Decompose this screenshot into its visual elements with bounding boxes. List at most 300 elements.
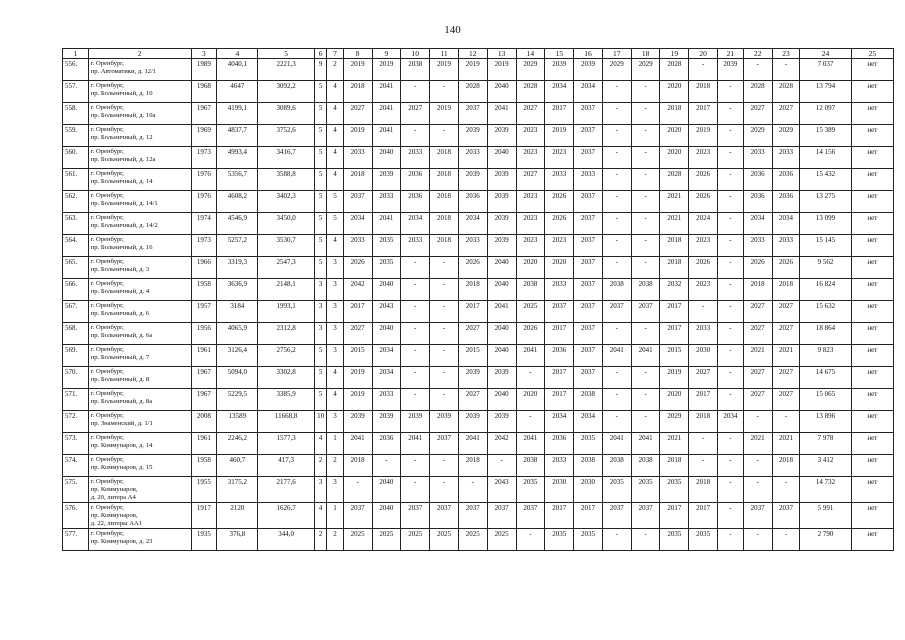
cell-col-4: 460,7 <box>217 455 258 477</box>
column-header-17: 17 <box>602 49 631 59</box>
cell-col-10: 2038 <box>401 59 430 81</box>
cell-col-4: 2120 <box>217 503 258 529</box>
cell-col-3: 1967 <box>191 103 217 125</box>
cell-col-22: 2026 <box>743 257 772 279</box>
cell-col-9: 2040 <box>372 323 401 345</box>
cell-col-18: - <box>631 529 660 551</box>
cell-col-21: - <box>718 503 744 529</box>
cell-col-25: нет <box>851 301 893 323</box>
cell-col-9: 2033 <box>372 389 401 411</box>
cell-col-23: 2021 <box>772 345 800 367</box>
cell-col-18: - <box>631 147 660 169</box>
cell-col-14: - <box>516 367 545 389</box>
cell-col-21: - <box>718 345 744 367</box>
table-row <box>63 477 894 503</box>
cell-col-21: - <box>718 213 744 235</box>
cell-col-21: - <box>718 301 744 323</box>
cell-col-15: 2035 <box>545 529 574 551</box>
cell-col-10: 2039 <box>401 411 430 433</box>
cell-col-21: - <box>718 529 744 551</box>
cell-col-13: 2039 <box>487 191 516 213</box>
cell-col-8: 2034 <box>343 213 372 235</box>
cell-col-16: 2037 <box>574 367 603 389</box>
cell-col-5: 11668,8 <box>258 411 315 433</box>
cell-col-22: 2027 <box>743 389 772 411</box>
cell-col-15: 2036 <box>545 345 574 367</box>
address-line: г. Оренбург, <box>90 214 124 221</box>
cell-col-5: 1993,1 <box>258 301 315 323</box>
cell-col-13: 2039 <box>487 367 516 389</box>
cell-col-6: 3 <box>314 279 326 301</box>
cell-col-7: 3 <box>327 279 343 301</box>
column-header-4: 4 <box>217 49 258 59</box>
cell-col-16: 2037 <box>574 323 603 345</box>
cell-col-8: 2019 <box>343 389 372 411</box>
cell-col-11: 2018 <box>430 147 459 169</box>
cell-col-15: 2019 <box>545 125 574 147</box>
cell-col-11: - <box>430 279 459 301</box>
cell-col-23: 2026 <box>772 257 800 279</box>
address-line: пр. Больничный, д. 6 <box>90 310 150 317</box>
cell-col-22: 2027 <box>743 323 772 345</box>
cell-col-16: 2030 <box>574 477 603 503</box>
address-line: пр. Коммунаров, д. 14 <box>90 442 153 449</box>
cell-col-23: - <box>772 411 800 433</box>
cell-col-17: - <box>602 81 631 103</box>
cell-col-16: 2037 <box>574 345 603 367</box>
cell-col-18: - <box>631 367 660 389</box>
address-line: г. Оренбург, <box>90 148 124 155</box>
cell-col-8: 2033 <box>343 147 372 169</box>
cell-col-9: - <box>372 455 401 477</box>
address-line: пр. Больничный, д. 14/1 <box>90 200 158 207</box>
cell-col-16: 2037 <box>574 213 603 235</box>
cell-col-14: 2023 <box>516 125 545 147</box>
cell-col-15: 2017 <box>545 389 574 411</box>
address-line: пр. Больничный, д. 3 <box>90 266 150 273</box>
address-cell <box>88 503 191 529</box>
address-line: пр. Больничный, д. 10 <box>90 90 153 97</box>
cell-col-4: 3126,4 <box>217 345 258 367</box>
cell-col-10: 2033 <box>401 147 430 169</box>
cell-col-3: 1968 <box>191 81 217 103</box>
address-cell <box>88 301 191 323</box>
cell-col-22: 2029 <box>743 125 772 147</box>
table-row <box>63 235 894 257</box>
cell-col-6: 3 <box>314 477 326 503</box>
cell-col-9: 2025 <box>372 529 401 551</box>
table-row <box>63 323 894 345</box>
row-number-cell: 576. <box>63 503 89 529</box>
cell-col-20: 2024 <box>689 213 718 235</box>
column-header-5: 5 <box>258 49 315 59</box>
cell-col-13: 2040 <box>487 279 516 301</box>
row-number-cell: 573. <box>63 433 89 455</box>
address-cell <box>88 455 191 477</box>
cell-col-16: 2033 <box>574 169 603 191</box>
cell-col-9: 2041 <box>372 103 401 125</box>
cell-col-18: - <box>631 125 660 147</box>
cell-col-17: - <box>602 169 631 191</box>
cell-col-11: - <box>430 389 459 411</box>
cell-col-16: 2037 <box>574 301 603 323</box>
row-number-cell: 556. <box>63 59 89 81</box>
cell-col-20: 2018 <box>689 411 718 433</box>
cell-col-9: 2043 <box>372 301 401 323</box>
cell-col-10: 2036 <box>401 191 430 213</box>
address-line: пр. Коммунаров, <box>90 512 138 519</box>
address-line: пр. Больничный, д. 14 <box>90 178 153 185</box>
cell-col-12: 2028 <box>458 81 487 103</box>
address-line: пр. Коммунаров, д. 23 <box>90 538 153 545</box>
cell-col-16: 2037 <box>574 103 603 125</box>
cell-col-25: нет <box>851 433 893 455</box>
cell-col-4: 3175,2 <box>217 477 258 503</box>
cell-col-25: нет <box>851 103 893 125</box>
cell-col-3: 1961 <box>191 433 217 455</box>
table-row <box>63 147 894 169</box>
cell-col-18: - <box>631 235 660 257</box>
cell-col-8: 2015 <box>343 345 372 367</box>
cell-col-12: 2033 <box>458 147 487 169</box>
cell-col-18: - <box>631 169 660 191</box>
row-number-cell: 567. <box>63 301 89 323</box>
cell-col-4: 4647 <box>217 81 258 103</box>
cell-col-11: - <box>430 81 459 103</box>
cell-col-15: 2034 <box>545 81 574 103</box>
cell-col-11: - <box>430 345 459 367</box>
cell-col-14: 2038 <box>516 279 545 301</box>
cell-col-16: 2037 <box>574 147 603 169</box>
column-header-9: 9 <box>372 49 401 59</box>
cell-col-4: 4199,1 <box>217 103 258 125</box>
cell-col-6: 5 <box>314 389 326 411</box>
cell-col-21: - <box>718 103 744 125</box>
cell-col-7: 3 <box>327 411 343 433</box>
cell-col-6: 5 <box>314 125 326 147</box>
table-row <box>63 81 894 103</box>
cell-col-23: 2027 <box>772 367 800 389</box>
cell-col-17: 2029 <box>602 59 631 81</box>
cell-col-6: 2 <box>314 529 326 551</box>
cell-col-8: - <box>343 477 372 503</box>
address-line: пр. Знаменский, д. 1/1 <box>90 420 153 427</box>
cell-col-11: 2018 <box>430 169 459 191</box>
cell-col-10: - <box>401 367 430 389</box>
cell-col-15: 2033 <box>545 279 574 301</box>
cell-col-23: 2027 <box>772 103 800 125</box>
cell-col-20: - <box>689 59 718 81</box>
cell-col-4: 376,8 <box>217 529 258 551</box>
cell-col-19: 2018 <box>660 103 689 125</box>
cell-col-12: 2037 <box>458 503 487 529</box>
cell-col-22: 2027 <box>743 103 772 125</box>
cell-col-20: 2023 <box>689 235 718 257</box>
cell-col-21: - <box>718 367 744 389</box>
cell-col-20: 2017 <box>689 103 718 125</box>
table-row <box>63 191 894 213</box>
cell-col-6: 4 <box>314 503 326 529</box>
cell-col-19: 2018 <box>660 235 689 257</box>
cell-col-16: 2039 <box>574 59 603 81</box>
cell-col-11: 2037 <box>430 433 459 455</box>
cell-col-13: 2040 <box>487 81 516 103</box>
cell-col-12: 2018 <box>458 455 487 477</box>
cell-col-6: 5 <box>314 345 326 367</box>
cell-col-22: - <box>743 477 772 503</box>
cell-col-24: 15 632 <box>800 301 851 323</box>
cell-col-3: 1969 <box>191 125 217 147</box>
cell-col-17: 2038 <box>602 279 631 301</box>
cell-col-5: 3530,7 <box>258 235 315 257</box>
address-line: г. Оренбург, <box>90 434 124 441</box>
cell-col-18: 2037 <box>631 301 660 323</box>
address-line: г. Оренбург, <box>90 280 124 287</box>
cell-col-23: - <box>772 477 800 503</box>
cell-col-14: 2023 <box>516 191 545 213</box>
cell-col-3: 1961 <box>191 345 217 367</box>
column-header-21: 21 <box>718 49 744 59</box>
cell-col-11: 2025 <box>430 529 459 551</box>
table-row <box>63 389 894 411</box>
address-cell <box>88 169 191 191</box>
cell-col-5: 2547,3 <box>258 257 315 279</box>
cell-col-19: 2028 <box>660 169 689 191</box>
cell-col-24: 13 275 <box>800 191 851 213</box>
address-line: д. 20, литера А4 <box>90 494 136 501</box>
cell-col-9: 2040 <box>372 279 401 301</box>
row-number-cell: 561. <box>63 169 89 191</box>
cell-col-15: 2020 <box>545 257 574 279</box>
cell-col-20: - <box>689 433 718 455</box>
cell-col-20: 2023 <box>689 279 718 301</box>
cell-col-16: 2037 <box>574 235 603 257</box>
cell-col-3: 1966 <box>191 257 217 279</box>
cell-col-13: 2037 <box>487 503 516 529</box>
cell-col-14: 2041 <box>516 345 545 367</box>
address-line: г. Оренбург, <box>90 412 124 419</box>
cell-col-10: 2041 <box>401 433 430 455</box>
cell-col-9: 2041 <box>372 125 401 147</box>
cell-col-24: 15 389 <box>800 125 851 147</box>
cell-col-17: - <box>602 389 631 411</box>
cell-col-11: 2018 <box>430 235 459 257</box>
column-header-24: 24 <box>800 49 851 59</box>
cell-col-19: 2035 <box>660 477 689 503</box>
cell-col-12: 2034 <box>458 213 487 235</box>
cell-col-4: 4608,2 <box>217 191 258 213</box>
row-number-cell: 575. <box>63 477 89 503</box>
cell-col-25: нет <box>851 367 893 389</box>
row-number-cell: 566. <box>63 279 89 301</box>
cell-col-19: 2020 <box>660 389 689 411</box>
cell-col-8: 2027 <box>343 103 372 125</box>
cell-col-15: 2023 <box>545 147 574 169</box>
cell-col-14: 2020 <box>516 389 545 411</box>
row-number-cell: 564. <box>63 235 89 257</box>
cell-col-22: 2034 <box>743 213 772 235</box>
cell-col-5: 3385,9 <box>258 389 315 411</box>
cell-col-19: 2020 <box>660 81 689 103</box>
cell-col-5: 1577,3 <box>258 433 315 455</box>
cell-col-21: - <box>718 191 744 213</box>
cell-col-7: 2 <box>327 529 343 551</box>
cell-col-14: 2023 <box>516 213 545 235</box>
housing-registry-table <box>62 48 894 551</box>
cell-col-3: 1973 <box>191 147 217 169</box>
address-line: г. Оренбург, <box>90 192 124 199</box>
cell-col-16: 2017 <box>574 503 603 529</box>
cell-col-13: 2040 <box>487 147 516 169</box>
cell-col-20: - <box>689 455 718 477</box>
table-row <box>63 345 894 367</box>
cell-col-23: 2018 <box>772 279 800 301</box>
cell-col-17: - <box>602 323 631 345</box>
cell-col-4: 4065,9 <box>217 323 258 345</box>
cell-col-16: 2037 <box>574 125 603 147</box>
cell-col-25: нет <box>851 59 893 81</box>
cell-col-17: - <box>602 103 631 125</box>
cell-col-25: нет <box>851 213 893 235</box>
column-header-18: 18 <box>631 49 660 59</box>
cell-col-19: 2017 <box>660 503 689 529</box>
row-number-cell: 562. <box>63 191 89 213</box>
header-row <box>63 49 894 59</box>
table-row <box>63 169 894 191</box>
cell-col-20: 2026 <box>689 257 718 279</box>
cell-col-8: 2041 <box>343 433 372 455</box>
cell-col-17: - <box>602 191 631 213</box>
address-line: пр. Больничный, д. 10а <box>90 112 156 119</box>
cell-col-6: 5 <box>314 169 326 191</box>
cell-col-14: 2023 <box>516 147 545 169</box>
column-header-1: 1 <box>63 49 89 59</box>
cell-col-15: 2017 <box>545 103 574 125</box>
cell-col-24: 13 896 <box>800 411 851 433</box>
row-number-cell: 570. <box>63 367 89 389</box>
cell-col-24: 15 065 <box>800 389 851 411</box>
cell-col-9: 2034 <box>372 345 401 367</box>
cell-col-22: 2027 <box>743 367 772 389</box>
cell-col-19: 2018 <box>660 455 689 477</box>
address-line: г. Оренбург, <box>90 456 124 463</box>
cell-col-13: 2039 <box>487 169 516 191</box>
cell-col-5: 417,3 <box>258 455 315 477</box>
cell-col-22: - <box>743 529 772 551</box>
cell-col-12: 2033 <box>458 235 487 257</box>
cell-col-11: 2019 <box>430 103 459 125</box>
cell-col-23: 2027 <box>772 301 800 323</box>
cell-col-19: 2032 <box>660 279 689 301</box>
cell-col-6: 9 <box>314 59 326 81</box>
cell-col-22: - <box>743 411 772 433</box>
column-header-13: 13 <box>487 49 516 59</box>
cell-col-18: - <box>631 389 660 411</box>
cell-col-12: - <box>458 477 487 503</box>
cell-col-24: 15 145 <box>800 235 851 257</box>
column-header-22: 22 <box>743 49 772 59</box>
cell-col-16: 2037 <box>574 279 603 301</box>
cell-col-13: 2040 <box>487 257 516 279</box>
cell-col-6: 5 <box>314 81 326 103</box>
cell-col-13: 2039 <box>487 235 516 257</box>
cell-col-15: 2030 <box>545 477 574 503</box>
cell-col-14: - <box>516 529 545 551</box>
cell-col-3: 1973 <box>191 235 217 257</box>
cell-col-12: 2019 <box>458 59 487 81</box>
cell-col-7: 4 <box>327 169 343 191</box>
address-line: пр. Больничный, д. 12 <box>90 134 153 141</box>
cell-col-9: 2040 <box>372 147 401 169</box>
cell-col-21: - <box>718 147 744 169</box>
cell-col-7: 5 <box>327 191 343 213</box>
cell-col-4: 3636,9 <box>217 279 258 301</box>
cell-col-21: - <box>718 323 744 345</box>
cell-col-7: 1 <box>327 503 343 529</box>
cell-col-22: 2028 <box>743 81 772 103</box>
cell-col-7: 3 <box>327 345 343 367</box>
cell-col-23: 2028 <box>772 81 800 103</box>
cell-col-8: 2018 <box>343 455 372 477</box>
cell-col-16: 2035 <box>574 529 603 551</box>
cell-col-13: 2040 <box>487 389 516 411</box>
cell-col-5: 3092,2 <box>258 81 315 103</box>
cell-col-4: 5094,0 <box>217 367 258 389</box>
cell-col-21: 2039 <box>718 59 744 81</box>
cell-col-9: 2041 <box>372 213 401 235</box>
cell-col-16: 2038 <box>574 455 603 477</box>
cell-col-7: 2 <box>327 59 343 81</box>
cell-col-15: 2023 <box>545 235 574 257</box>
cell-col-5: 3089,6 <box>258 103 315 125</box>
cell-col-24: 9 823 <box>800 345 851 367</box>
cell-col-16: 2037 <box>574 257 603 279</box>
cell-col-12: 2018 <box>458 279 487 301</box>
cell-col-13: 2039 <box>487 125 516 147</box>
cell-col-20: - <box>689 301 718 323</box>
cell-col-10: - <box>401 257 430 279</box>
cell-col-8: 2017 <box>343 301 372 323</box>
cell-col-20: 2018 <box>689 81 718 103</box>
cell-col-8: 2026 <box>343 257 372 279</box>
cell-col-17: 2035 <box>602 477 631 503</box>
cell-col-18: - <box>631 323 660 345</box>
cell-col-9: 2041 <box>372 81 401 103</box>
cell-col-7: 3 <box>327 323 343 345</box>
cell-col-21: - <box>718 477 744 503</box>
cell-col-4: 5356,7 <box>217 169 258 191</box>
cell-col-15: 2034 <box>545 411 574 433</box>
cell-col-9: 2033 <box>372 191 401 213</box>
cell-col-18: 2041 <box>631 345 660 367</box>
address-cell <box>88 257 191 279</box>
cell-col-7: 5 <box>327 213 343 235</box>
cell-col-4: 13589 <box>217 411 258 433</box>
column-header-10: 10 <box>401 49 430 59</box>
address-line: пр. Больничный, д. 12а <box>90 156 156 163</box>
cell-col-21: - <box>718 455 744 477</box>
cell-col-25: нет <box>851 389 893 411</box>
cell-col-12: 2027 <box>458 323 487 345</box>
cell-col-6: 5 <box>314 257 326 279</box>
cell-col-20: 2026 <box>689 169 718 191</box>
cell-col-13: - <box>487 455 516 477</box>
address-cell <box>88 213 191 235</box>
cell-col-25: нет <box>851 169 893 191</box>
row-number-cell: 568. <box>63 323 89 345</box>
address-line: пр. Больничный, д. 6а <box>90 332 153 339</box>
column-header-3: 3 <box>191 49 217 59</box>
